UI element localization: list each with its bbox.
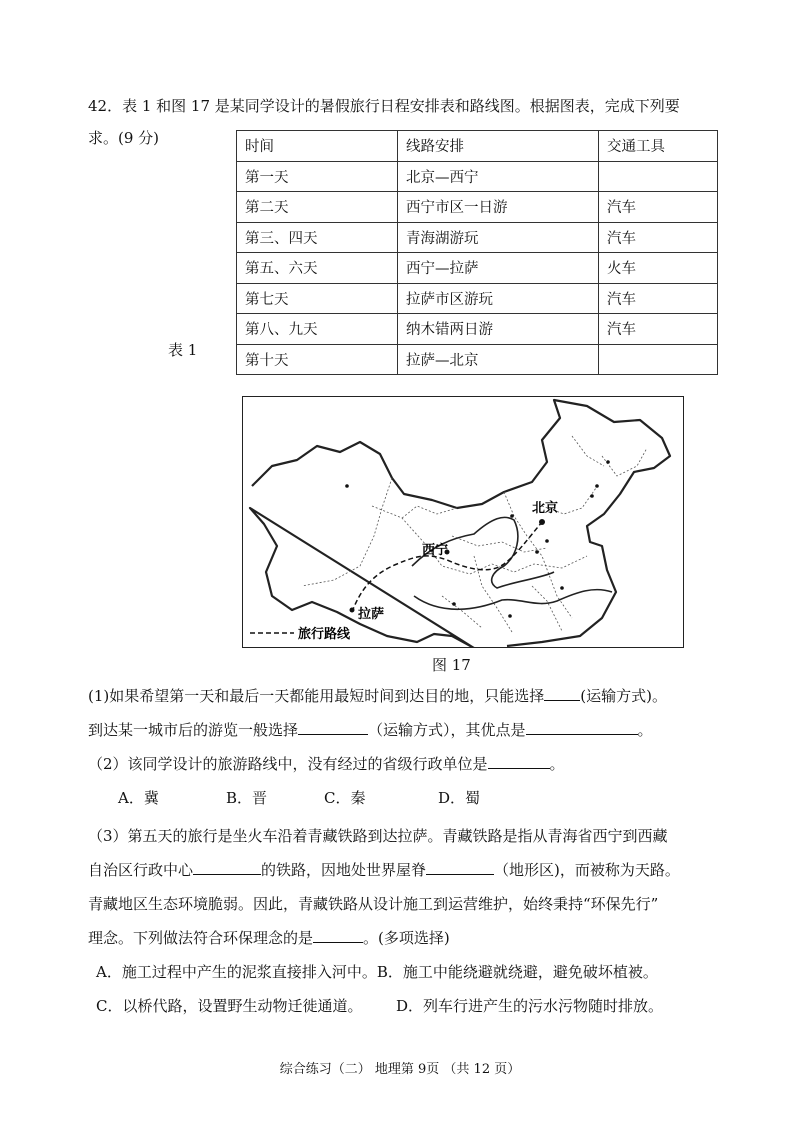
q2-text: 。 (549, 755, 565, 773)
answer-blank[interactable] (313, 928, 363, 943)
route-map (242, 396, 684, 648)
table-cell: 西宁市区一日游 (398, 192, 599, 223)
q2-option[interactable]: B．晋 (226, 789, 268, 807)
table-cell: 拉萨—北京 (398, 344, 599, 375)
map-label-xining: 西宁 (422, 543, 449, 558)
page-footer: 综合练习（二） 地理第 9页 （共 12 页） (279, 1062, 521, 1077)
table-cell: 西宁—拉萨 (398, 253, 599, 284)
answer-blank[interactable] (426, 860, 494, 875)
q2-options (118, 788, 480, 808)
table-row (237, 283, 718, 314)
table-header-cell: 线路安排 (398, 131, 599, 162)
table-row (237, 222, 718, 253)
q1-text: 到达某一城市后的游览一般选择 (88, 721, 299, 739)
q2-text: （2）该同学设计的旅游路线中，没有经过的省级行政单位是 (88, 755, 488, 773)
map-label-lhasa: 拉萨 (358, 607, 385, 622)
q1-line2 (88, 720, 653, 740)
table-cell: 纳木错两日游 (398, 314, 599, 345)
table-cell: 汽车 (599, 283, 718, 314)
q3-line3: 青藏地区生态环境脆弱。因此，青藏铁路从设计施工到运营维护，始终秉持“环保先行” (88, 895, 659, 913)
q3-options-row1 (96, 962, 658, 982)
q3-text: 理念。下列做法符合环保理念的是 (88, 929, 314, 947)
table-label: 表 1 (168, 341, 198, 359)
q2-option[interactable]: C．秦 (324, 789, 366, 807)
q3-option-b[interactable]: B．施工中能绕避就绕避，避免破坏植被。 (376, 963, 658, 981)
q3-text: 自治区行政中心 (88, 861, 194, 879)
answer-blank[interactable] (298, 720, 368, 735)
q3-option-c[interactable]: C．以桥代路，设置野生动物迁徙通道。 (96, 997, 363, 1015)
table-cell: 第五、六天 (237, 253, 398, 284)
table-cell: 汽车 (599, 192, 718, 223)
q1-text: （运输方式），其优点是 (368, 721, 526, 739)
table-header-cell: 时间 (237, 131, 398, 162)
table-cell: 北京—西宁 (398, 161, 599, 192)
q1-line1 (88, 686, 667, 706)
q1-text: (1)如果希望第一天和最后一天都能用最短时间到达目的地，只能选择 (88, 687, 545, 705)
table-cell: 青海湖游玩 (398, 222, 599, 253)
q3-text: 的铁路，因地处世界屋脊 (261, 861, 427, 879)
answer-blank[interactable] (526, 720, 638, 735)
q3-options-row2 (96, 996, 663, 1016)
figure-caption: 图 17 (432, 656, 471, 674)
table-row (237, 253, 718, 284)
question-intro-line2: 求。(9 分) (88, 129, 160, 147)
table-cell: 拉萨市区游玩 (398, 283, 599, 314)
q3-line4 (88, 928, 450, 948)
table-header-row (237, 131, 718, 162)
q3-text: （地形区)，而被称为天路。 (494, 861, 680, 879)
q3-option-a[interactable]: A．施工过程中产生的泥浆直接排入河中。 (96, 963, 377, 981)
q3-line1: （3）第五天的旅行是坐火车沿着青藏铁路到达拉萨。青藏铁路是指从青海省西宁到西藏 (88, 827, 668, 845)
table-row (237, 314, 718, 345)
q1-text: (运输方式)。 (580, 687, 667, 705)
answer-blank[interactable] (488, 754, 550, 769)
table-cell: 第十天 (237, 344, 398, 375)
table-cell: 第八、九天 (237, 314, 398, 345)
legend-route-label: 旅行路线 (298, 627, 351, 642)
table-cell (599, 344, 718, 375)
table-row (237, 192, 718, 223)
table-cell: 第一天 (237, 161, 398, 192)
table-cell (599, 161, 718, 192)
table-cell: 汽车 (599, 314, 718, 345)
table-cell: 第七天 (237, 283, 398, 314)
q2-option[interactable]: A．冀 (118, 789, 159, 807)
table-row (237, 161, 718, 192)
table-row (237, 344, 718, 375)
question-intro-line1: 42．表 1 和图 17 是某同学设计的暑假旅行日程安排表和路线图。根据图表，完成下列要 (88, 97, 680, 115)
q1-text: 。 (637, 721, 653, 739)
q3-text: 。(多项选择) (363, 929, 450, 947)
table-cell: 第二天 (237, 192, 398, 223)
answer-blank[interactable] (544, 686, 580, 701)
schedule-table (236, 130, 718, 375)
table-cell: 第三、四天 (237, 222, 398, 253)
table-cell: 火车 (599, 253, 718, 284)
answer-blank[interactable] (193, 860, 261, 875)
q3-option-d[interactable]: D．列车行进产生的污水污物随时排放。 (396, 997, 664, 1015)
table-cell: 汽车 (599, 222, 718, 253)
table-header-cell: 交通工具 (599, 131, 718, 162)
q3-line2 (88, 860, 680, 880)
map-label-beijing: 北京 (532, 501, 559, 516)
q2-option[interactable]: D．蜀 (438, 789, 481, 807)
q2-line (88, 754, 565, 774)
